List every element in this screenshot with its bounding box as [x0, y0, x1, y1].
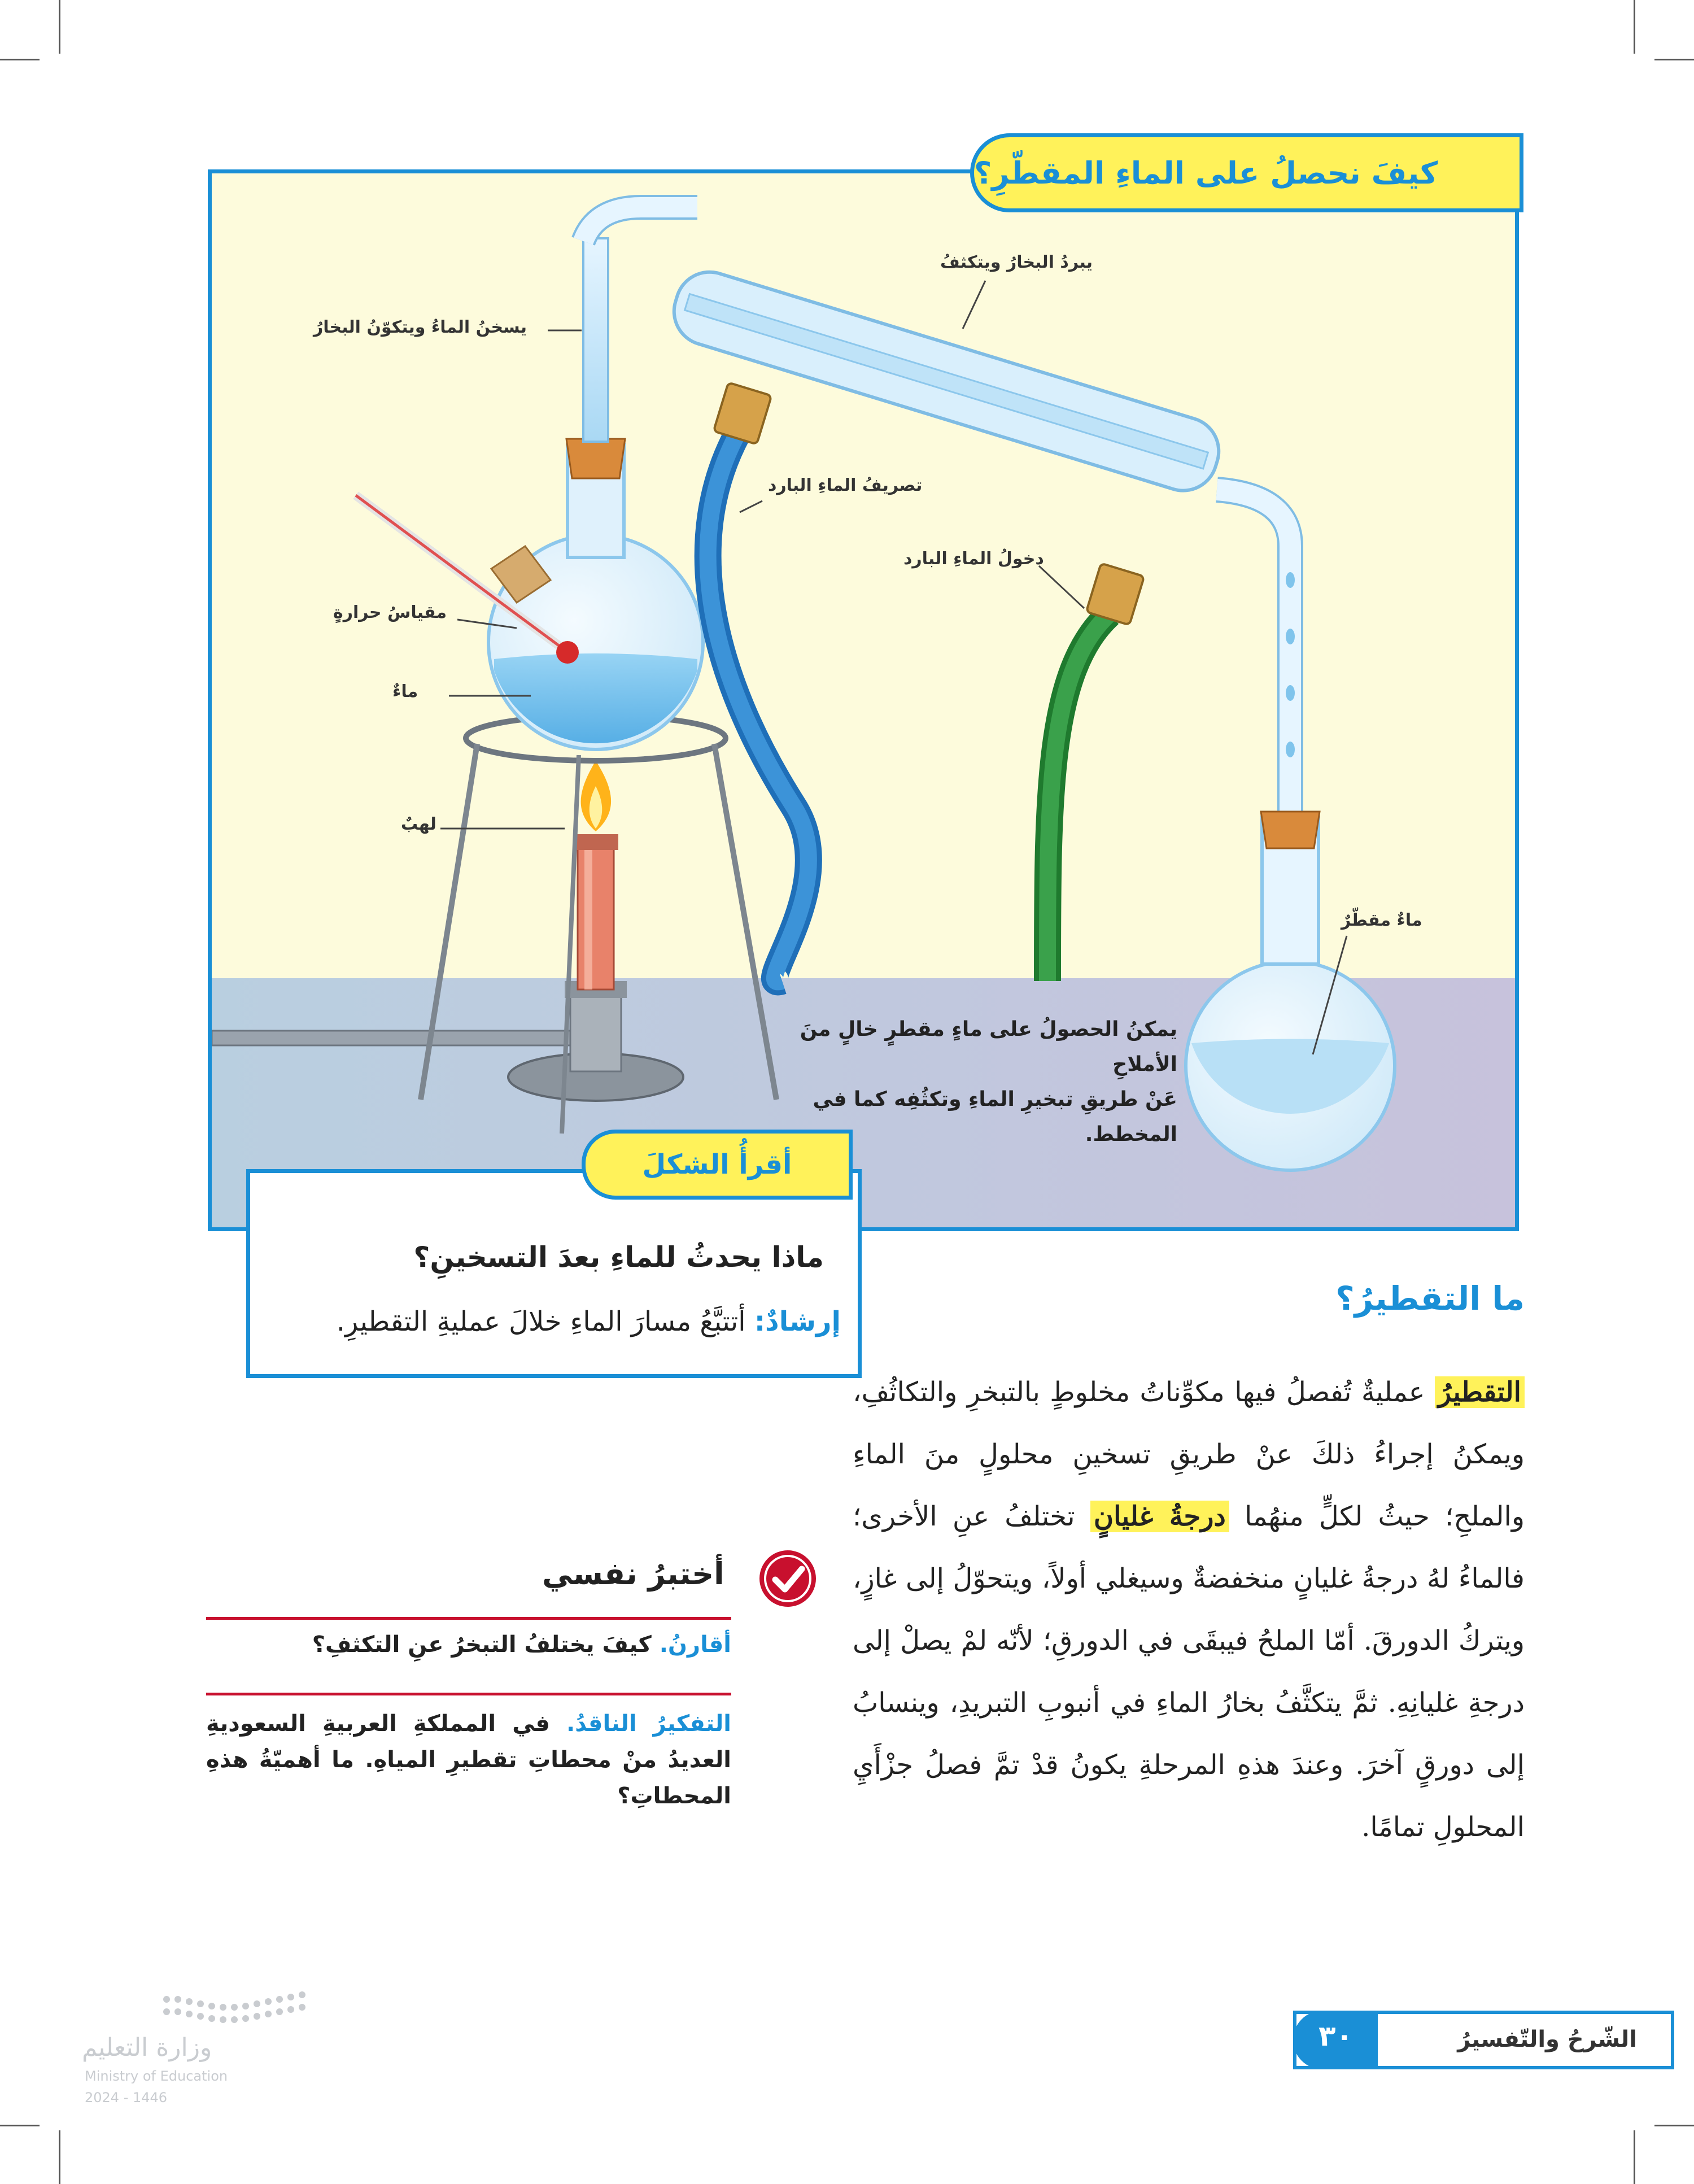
term-boiling-point: درجةُ غليانٍ [1090, 1501, 1229, 1532]
label-vapor-cools: يبردُ البخارُ ويتكثفُ [940, 252, 1093, 272]
caption-line-2: عَنْ طريقِ تبخيرِ الماءِ وتكثُفِه كما في المخطط. [813, 1088, 1177, 1146]
ministry-name-english: Ministry of Education [85, 2068, 228, 2084]
label-cold-water-out: تصريفُ الماءِ البارد [768, 476, 923, 495]
figure-panel [208, 169, 1519, 1231]
section-body-text [853, 1361, 1525, 1858]
figure-title-tab [970, 133, 1523, 212]
thermometer-bulb [556, 641, 579, 664]
label-distilled-water: ماءٌ مقطّرٌ [1341, 910, 1422, 930]
crop-mark [1634, 0, 1635, 54]
label-water: ماءٌ [392, 682, 418, 701]
ministry-year: 2024 - 1446 [85, 2090, 168, 2105]
flask-stopper [566, 439, 625, 478]
read-figure-tab [582, 1130, 853, 1200]
self-test-q2 [206, 1706, 731, 1814]
page-number-pill [1293, 2011, 1378, 2069]
divider [206, 1693, 731, 1695]
label-flame: لهبٌ [401, 814, 436, 834]
term-distillation: التقطيرُ [1435, 1376, 1525, 1408]
label-thermometer: مقياسُ حرارةٍ [333, 603, 447, 622]
crop-mark [1654, 59, 1694, 60]
ministry-logo-icon [161, 1988, 319, 2028]
hint-text: أتتبَّعُ مسارَ الماءِ خلالَ عمليةِ التقطيرِ. [336, 1306, 746, 1337]
q1-text: كيفَ يختلفُ التبخرُ عنِ التكثفِ؟ [312, 1632, 660, 1658]
q2-text: في المملكةِ العربيةِ السعوديةِ العديدُ منْ محطاتِ تقطيرِ المياهِ. ما أهميّةُ هذهِ المحطاتِ؟ [206, 1711, 731, 1809]
hint-label: إرشادٌ: [754, 1306, 841, 1337]
cold-water-outlet-hose [708, 425, 809, 982]
body-part-2: تختلفُ عنِ الأخرى؛ فالماءُ لهُ درجةُ غليانٍ منخفضةٌ وسيغلي أولاً، ويتحوّلُ إلى غازٍ، ويتركُ الدورقَ. أمّا الملحُ فيبقَى في الدورقِ؛ لأنّه لمْ يصلْ إلى درجةِ غليانِهِ. ثمَّ يتكثَّفُ بخارُ الماءِ في أنبوبِ التبريدِ، وينسابُ إلى دورقٍ آخرَ. وعندَ هذهِ المرحلةِ يكونُ قدْ تمَّ فصلُ جزْأَيِ المحلولِ تمامًا. [853, 1501, 1525, 1843]
condenser [666, 264, 1227, 499]
page-number: ٣٠ [1318, 2020, 1354, 2052]
crop-mark [1634, 2130, 1635, 2184]
footer-label: الشّرحُ والتّفسيرُ [1457, 2026, 1637, 2052]
caption-line-1: يمكنُ الحصولُ على ماءٍ مقطرٍ خالٍ منَ الأملاحِ [800, 1018, 1177, 1076]
label-water-heats: يسخنُ الماءُ ويتكوّنُ البخارُ [313, 317, 527, 337]
checkmark-icon [757, 1547, 819, 1610]
crop-mark [0, 59, 40, 60]
divider [206, 1617, 731, 1620]
label-cold-water-in: دخولُ الماءِ البارد [903, 549, 1044, 569]
q2-label: التفكيرُ الناقدُ. [566, 1711, 731, 1737]
self-test-q1 [206, 1627, 731, 1663]
hint-line [337, 1306, 841, 1337]
gas-pipe [212, 1031, 579, 1045]
ministry-name: وزارة التعليم [82, 2033, 212, 2062]
read-figure-title: أقرأُ الشكلَ [642, 1149, 792, 1180]
crop-mark [59, 0, 60, 54]
read-figure-box [246, 1169, 862, 1378]
burner-tube [578, 843, 614, 989]
crop-mark [1654, 2125, 1694, 2126]
read-figure-question: ماذا يحدثُ للماءِ بعدَ التسخينِ؟ [413, 1241, 824, 1274]
body-part-1: عمليةٌ تُفصلُ فيها مكوِّناتُ مخلوطٍ بالتبخرِ والتكاثُفِ، ويمكنُ إجراءُ ذلكَ عنْ طريقِ تسخينِ محلولٍ منَ الماءِ والملحِ؛ حيثُ لكلٍّ منهُما [853, 1376, 1525, 1532]
figure-title: كيفَ نحصلُ على الماءِ المقطّرِ؟ [974, 155, 1438, 191]
section-heading: ما التقطيرُ؟ [1335, 1279, 1525, 1318]
crop-mark [59, 2130, 60, 2184]
q1-label: أقارنُ. [659, 1632, 731, 1658]
crop-mark [0, 2125, 40, 2126]
self-test-title: أختبرُ نفسي [542, 1556, 724, 1592]
